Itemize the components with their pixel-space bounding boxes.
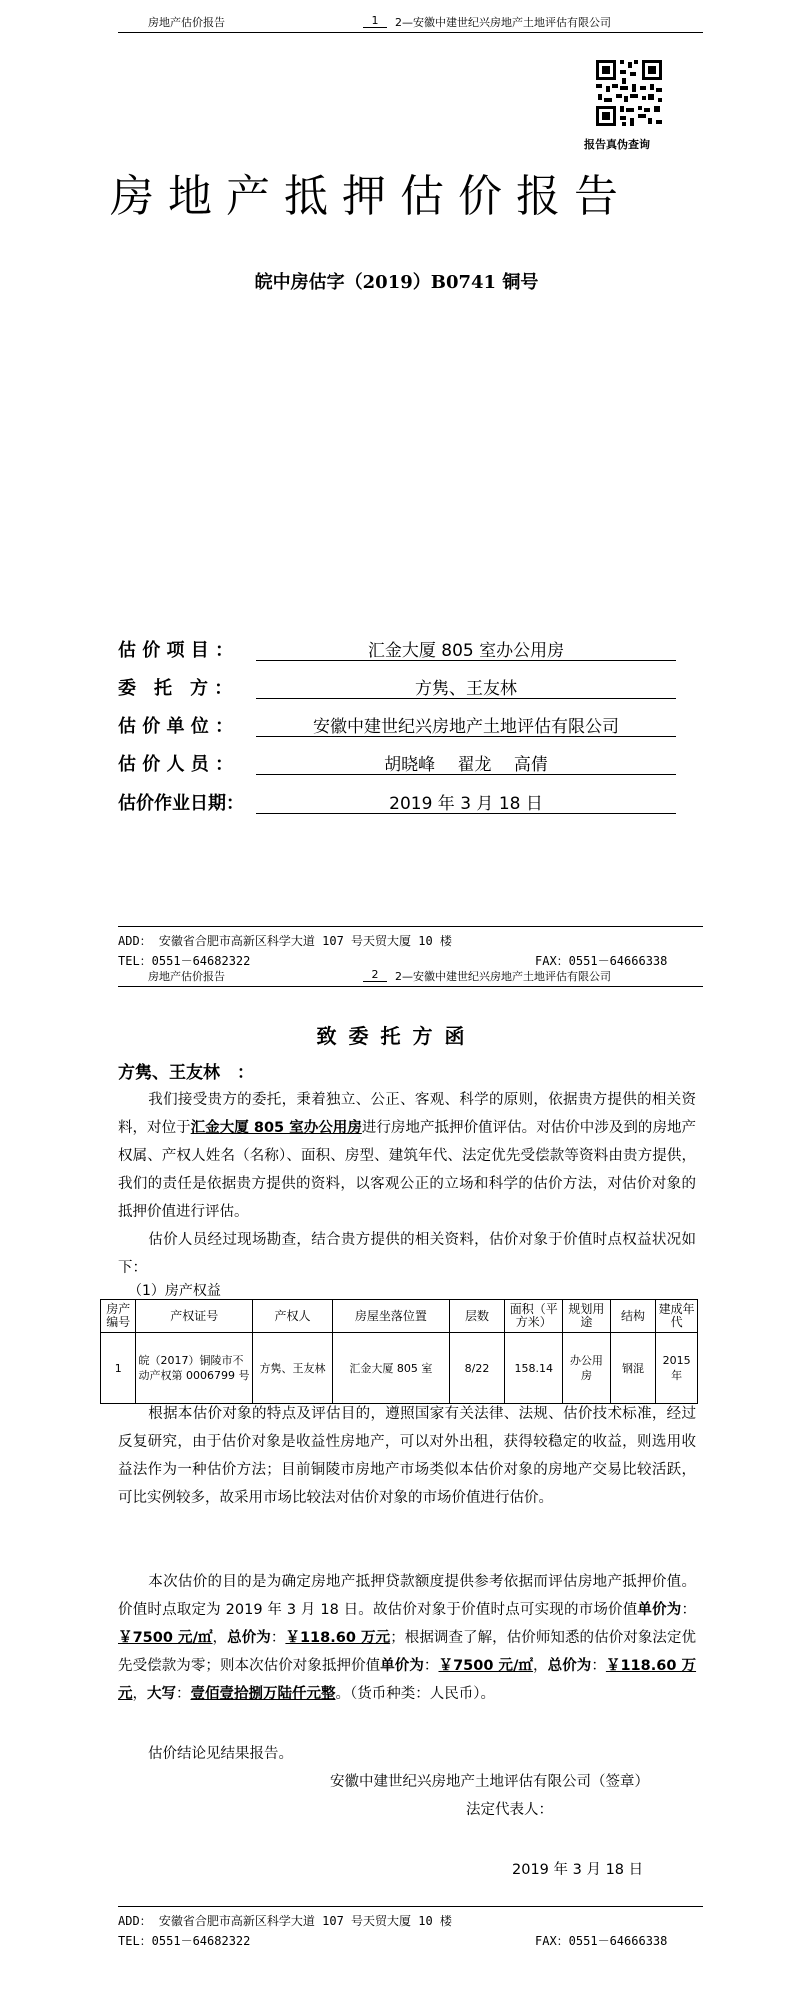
para4-text-a: 本次估价的目的是为确定房地产抵押贷款额度提供参考依据而评估房地产抵押价值。价值时点取定为 2019 年 3 月 18 日。故估价对象于价值时点可实现的市场价值 — [118, 1574, 696, 1618]
table-cell: 办公用房 — [563, 1333, 611, 1404]
field-underline — [256, 774, 676, 775]
page1-header-rule — [118, 32, 703, 33]
colon: ： — [681, 1602, 696, 1618]
table-header-cell: 产权人 — [253, 1300, 333, 1333]
field-label: 估价作业日期： — [118, 793, 244, 814]
page2-footer-rule — [118, 1906, 703, 1907]
page2-header-rule — [118, 986, 703, 987]
unit-price-value-2: ￥7500 元/㎡ — [438, 1658, 534, 1674]
colon: ： — [270, 1630, 286, 1646]
table-header-cell: 房屋坐落位置 — [333, 1300, 450, 1333]
para4-text-c: （货币种类：人民币）。 — [350, 1686, 495, 1702]
field-underline — [256, 813, 676, 814]
para2-text: 估价人员经过现场勘查，结合贵方提供的相关资料，估价对象于价值时点权益状况如下： — [118, 1232, 696, 1276]
field-label: 估 价 单 位 ： — [118, 716, 234, 737]
page2-footer-fax: FAX：0551－64666338 — [535, 1934, 668, 1948]
para1-text-c: 进行房地产抵押价值评估。对估价中涉及到的房地产权属、产权人姓名（名称）、面积、房型、建筑年代、法定优先受偿款等资料由贵方提供，我们的责任是依据贵方提供的资料，以客观公正的立场和科学的估价方法，对估价对象的抵押价值进行评估。 — [118, 1120, 697, 1220]
field-label: 委 托 方 ： — [118, 678, 233, 699]
field-appraisal-project — [118, 636, 678, 666]
colon: ： — [176, 1686, 191, 1702]
page1-header-page-number: 1 — [363, 14, 387, 28]
qr-code-icon[interactable] — [594, 58, 664, 128]
amount-in-words: 壹佰壹拾捌万陆仟元整 — [190, 1686, 336, 1702]
field-appraisers — [118, 750, 678, 780]
para4-text-b: ；根据调查了解，估价师知悉的估价对象法定优先受偿款为零；则本次估价对象抵押价值 — [118, 1630, 697, 1674]
unit-price-value: ￥7500 元/㎡ — [118, 1630, 213, 1646]
page1-header-right: 2—安徽中建世纪兴房地产土地评估有限公司 — [395, 16, 611, 29]
field-underline — [256, 698, 676, 699]
table-cell: 1 — [101, 1333, 136, 1404]
letter-paragraph-1 — [118, 1086, 696, 1226]
para1-property: 汇金大厦 805 室办公用房 — [190, 1120, 362, 1136]
field-value: 汇金大厦 805 室办公用房 — [367, 641, 565, 661]
table-cell: 汇金大厦 805 室 — [333, 1333, 450, 1404]
table-header-cell: 结构 — [610, 1300, 656, 1333]
report-title: 房地产抵押估价报告 — [110, 171, 632, 222]
field-value: 胡晓峰 翟龙 高倩 — [384, 755, 548, 775]
signature-legal-representative: 法定代表人： — [466, 1802, 553, 1818]
letter-title: 致委托方函 — [316, 1024, 477, 1048]
unit-price-label: 单价为 — [637, 1602, 682, 1618]
letter-paragraph-5 — [118, 1740, 696, 1768]
table-row — [101, 1333, 698, 1404]
field-underline — [256, 736, 676, 737]
colon: ： — [591, 1658, 606, 1674]
table-header-cell: 规划用途 — [563, 1300, 611, 1333]
field-value: 2019 年 3 月 18 日 — [389, 794, 543, 814]
page2-footer-address: ADD： 安徽省合肥市高新区科学大道 107 号天贸大厦 10 楼 — [118, 1914, 452, 1928]
qr-caption: 报告真伪查询 — [584, 138, 650, 151]
field-label: 估 价 人 员 ： — [118, 754, 234, 775]
table-cell: 方隽、王友林 — [253, 1333, 333, 1404]
page1-footer-tel: TEL：0551－64682322 — [118, 954, 251, 968]
table-cell: 皖（2017）铜陵市不动产权第 0006799 号 — [136, 1333, 253, 1404]
field-work-date — [118, 789, 678, 819]
field-appraisal-firm — [118, 712, 678, 742]
para3-text: 根据本估价对象的特点及评估目的，遵照国家有关法律、法规、估价技术标准，经过反复研究，由于估价对象是收益性房地产，可以对外出租，获得较稳定的收益，则选用收益法作为一种估价方法；目前铜陵市房地产市场类似本估价对象的房地产交易比较活跃，可比实例较多，故采用市场比较法对估价对象的市场价值进行估价。 — [118, 1406, 696, 1506]
letter-paragraph-2 — [118, 1226, 696, 1282]
para5-text: 估价结论见结果报告。 — [148, 1746, 293, 1762]
subheading-property-rights: （1）房产权益 — [128, 1283, 221, 1299]
page2-header-right: 2—安徽中建世纪兴房地产土地评估有限公司 — [395, 970, 611, 983]
amount-in-words-label: 大写 — [147, 1686, 176, 1702]
field-client — [118, 674, 678, 704]
total-price-label: 总价为 — [227, 1630, 271, 1646]
letter-paragraph-3 — [118, 1400, 696, 1512]
table-cell: 8/22 — [449, 1333, 505, 1404]
page2-header-page-number: 2 — [363, 968, 387, 982]
table-header-cell: 层数 — [449, 1300, 505, 1333]
para1-text-a: 我们接受贵方的委托，秉着独立、公正、客观、科学的原则，依据贵方提供的相关资料，对位于 — [118, 1092, 696, 1136]
property-rights-table — [100, 1299, 698, 1404]
page2-header-left: 房地产估价报告 — [148, 970, 225, 983]
letter-date: 2019 年 3 月 18 日 — [512, 1862, 644, 1878]
table-header-cell: 房产编号 — [101, 1300, 136, 1333]
unit-price-label-2: 单价为 — [380, 1658, 424, 1674]
page1-footer-fax: FAX：0551－64666338 — [535, 954, 668, 968]
page2-footer-tel: TEL：0551－64682322 — [118, 1934, 251, 1948]
table-cell: 2015 年 — [656, 1333, 698, 1404]
letter-addressee: 方隽、王友林 ： — [118, 1063, 254, 1083]
table-header-cell: 产权证号 — [136, 1300, 253, 1333]
field-value: 方隽、王友林 — [415, 679, 517, 699]
page1-footer-address: ADD： 安徽省合肥市高新区科学大道 107 号天贸大厦 10 楼 — [118, 934, 452, 948]
table-header-cell: 建成年代 — [656, 1300, 698, 1333]
total-price-value: ￥118.60 万元 — [285, 1630, 391, 1646]
total-price-value-2: ￥118.60 万元 — [118, 1658, 697, 1702]
total-price-label-2: 总价为 — [547, 1658, 592, 1674]
table-header-cell: 面积（平方米） — [505, 1300, 563, 1333]
table-cell: 158.14 — [505, 1333, 563, 1404]
page1-footer-rule — [118, 926, 703, 927]
table-cell: 钢混 — [610, 1333, 656, 1404]
colon: ： — [423, 1658, 439, 1674]
signature-company: 安徽中建世纪兴房地产土地评估有限公司（签章） — [330, 1774, 649, 1790]
letter-paragraph-4: 本次估价的目的是为确定房地产抵押贷款额度提供参考依据而评估房地产抵押价值。价值时点取定为 2019 年 3 月 18 日。故估价对象于价值时点可实现的市场价值单价为：￥7500 元/㎡，总价为：￥118.60 万元；根据调查了解，估价师知悉的估价对象法定优先受偿款为零；则本次估价对象抵押价值单价为：￥7500 元/㎡，总价为：￥118.60 万元，大写：壹佰壹拾捌万陆仟元整。（货币种类：人民币）。 — [118, 1574, 697, 1702]
field-label: 估 价 项 目 ： — [118, 640, 234, 661]
field-value: 安徽中建世纪兴房地产土地评估有限公司 — [313, 717, 619, 737]
field-underline — [256, 660, 676, 661]
page1-header-left: 房地产估价报告 — [148, 16, 225, 29]
document-number: 皖中房估字（2019）B0741 铜号 — [254, 272, 539, 293]
table-header-row — [101, 1300, 698, 1333]
